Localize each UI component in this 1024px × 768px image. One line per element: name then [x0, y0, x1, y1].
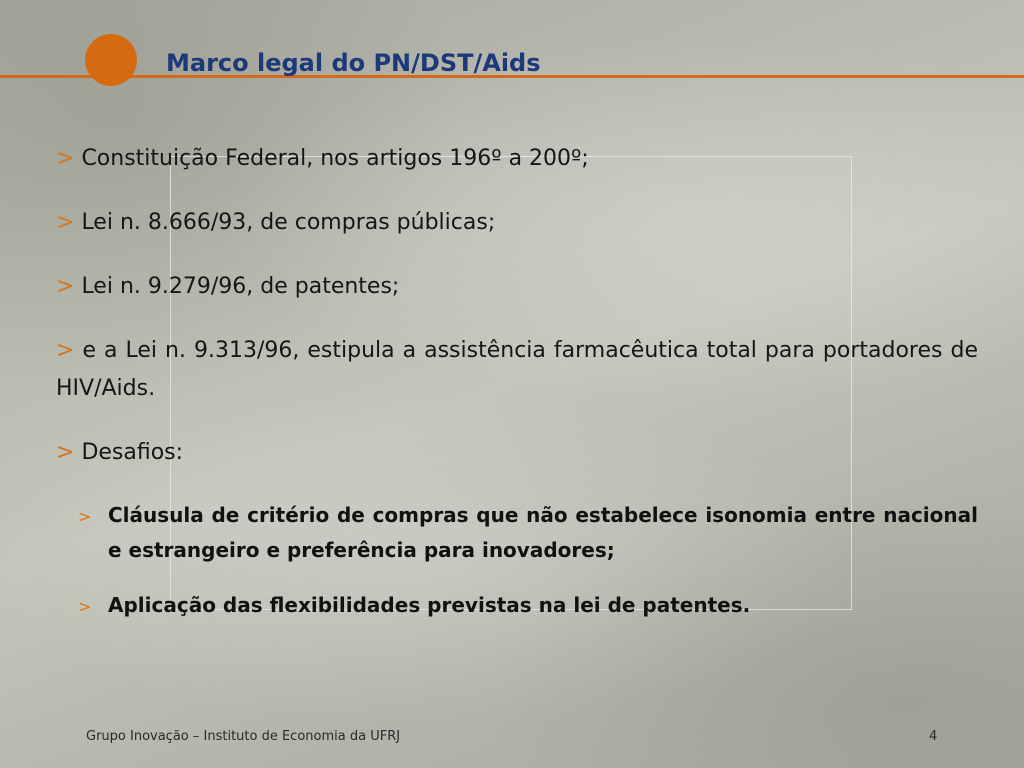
bullet-arrow-icon: > [56, 210, 75, 235]
bullet-text: Lei n. 8.666/93, de compras públicas; [81, 210, 496, 235]
page-number: 4 [929, 729, 938, 744]
sub-bullet-arrow-icon: > [78, 597, 92, 616]
bullet-item [56, 332, 978, 408]
bullet-text: e a Lei n. 9.313/96, estipula a assistência farmacêutica total para portadores de HIV/Aids. [56, 338, 978, 401]
bullet-arrow-icon: > [56, 440, 75, 465]
bullet-item [56, 204, 978, 242]
sub-bullet-item [56, 588, 978, 623]
slide-content [56, 140, 978, 643]
orange-circle-icon [85, 34, 137, 86]
slide-title: Marco legal do PN/DST/Aids [166, 49, 541, 77]
sub-bullet-item [56, 498, 978, 568]
bullet-item [56, 140, 978, 178]
bullet-item [56, 434, 978, 472]
sub-bullet-text: Cláusula de critério de compras que não estabelece isonomia entre nacional e estrangeiro e preferência para inovadores; [108, 503, 978, 562]
bullet-text: Desafios: [81, 440, 184, 465]
bullet-text: Lei n. 9.279/96, de patentes; [81, 274, 400, 299]
slide-footer: Grupo Inovação – Instituto de Economia da UFRJ [86, 729, 401, 744]
bullet-text: Constituição Federal, nos artigos 196º a 200º; [81, 146, 589, 171]
bullet-arrow-icon: > [56, 274, 75, 299]
sub-bullet-arrow-icon: > [78, 507, 92, 526]
sub-bullet-text: Aplicação das flexibilidades previstas na lei de patentes. [108, 593, 751, 617]
bullet-arrow-icon: > [56, 338, 75, 363]
bullet-arrow-icon: > [56, 146, 75, 171]
bullet-item [56, 268, 978, 306]
